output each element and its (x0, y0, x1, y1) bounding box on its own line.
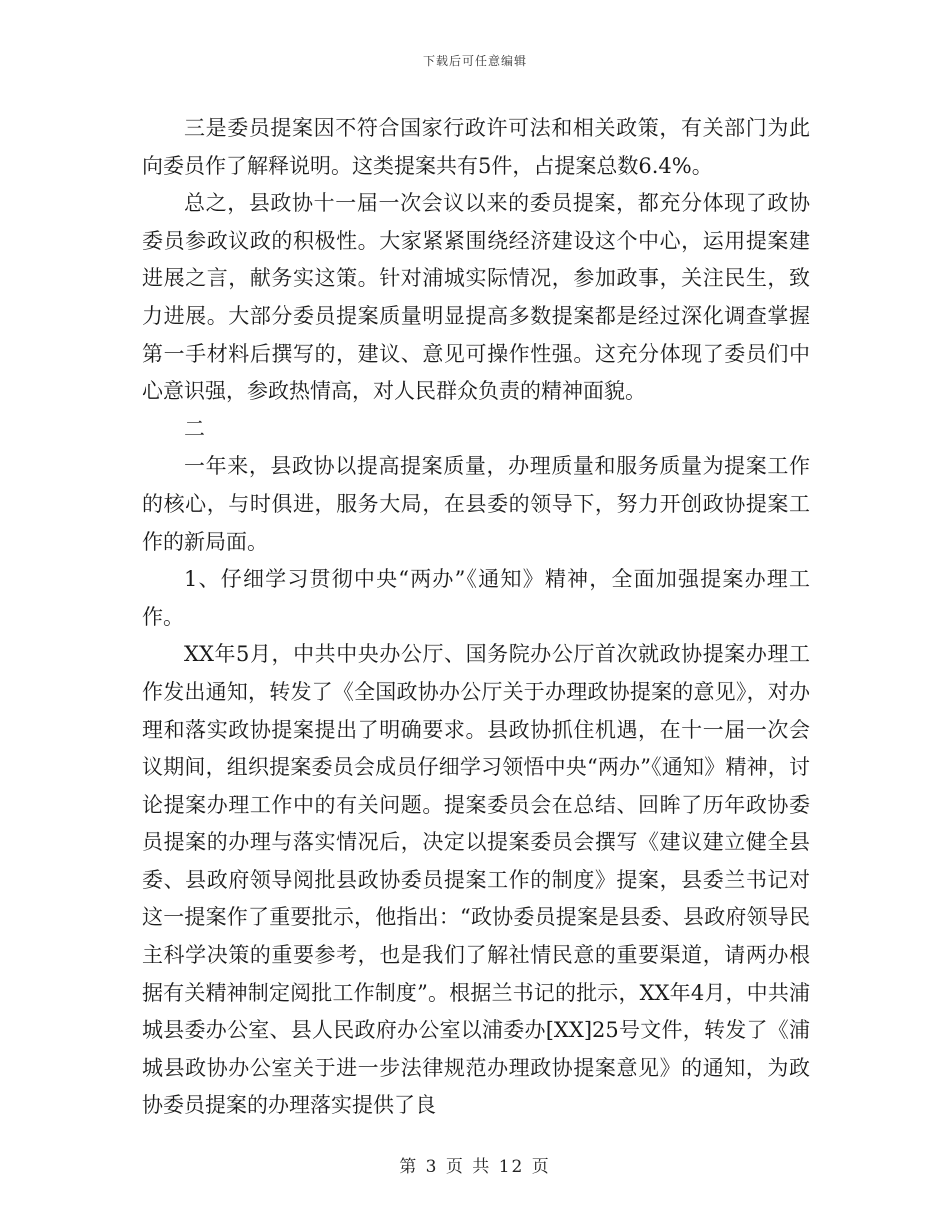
document-body (142, 110, 810, 1125)
paragraph: XX年5月，中共中央办公厅、国务院办公厅首次就政协提案办理工作发出通知，转发了《全国政协办公厅关于办理政协提案的意见》，对办理和落实政协提案提出了明确要求。县政协抓住机遇，在十一届一次会议期间，组织提案委员会成员仔细学习领悟中央“两办”《通知》精神，讨论提案办理工作中的有关问题。提案委员会在总结、回眸了历年政协委员提案的办理与落实情况后，决定以提案委员会撰写《建议建立健全县委、县政府领导阅批县政协委员提案工作的制度》提案，县委兰书记对这一提案作了重要批示，他指出：“政协委员提案是县委、县政府领导民主科学决策的重要参考，也是我们了解社情民意的重要渠道，请两办根据有关精神制定阅批工作制度”。根据兰书记的批示，XX年4月，中共浦城县委办公室、县人民政府办公室以浦委办[XX]25号文件，转发了《浦城县政协办公室关于进一步法律规范办理政协提案意见》的通知，为政协委员提案的办理落实提供了良 (142, 642, 810, 1118)
page-header-note: 下载后可任意编辑 (422, 54, 527, 68)
paragraph: 三是委员提案因不符合国家行政许可法和相关政策，有关部门为此向委员作了解释说明。这类提案共有5件，占提案总数6.4%。 (142, 116, 810, 178)
paragraph: 总之，县政协十一届一次会议以来的委员提案，都充分体现了政协委员参政议政的积极性。大家紧紧围绕经济建设这个中心，运用提案建进展之言，献务实这策。针对浦城实际情况，参加政事，关注民生，致力进展。大部分委员提案质量明显提高多数提案都是经过深化调查掌握第一手材料后撰写的，建议、意见可操作性强。这充分体现了委员们中心意识强，参政热情高，对人民群众负责的精神面貌。 (142, 191, 810, 404)
paragraph: 一年来，县政协以提高提案质量，办理质量和服务质量为提案工作的核心，与时俱进，服务大局，在县委的领导下，努力开创政协提案工作的新局面。 (142, 454, 810, 554)
paragraph: 1、仔细学习贯彻中央“两办”《通知》精神，全面加强提案办理工作。 (142, 567, 810, 629)
section-heading: 二 (184, 416, 205, 441)
page-footer: 第 3 页 共 12 页 (399, 1157, 551, 1177)
